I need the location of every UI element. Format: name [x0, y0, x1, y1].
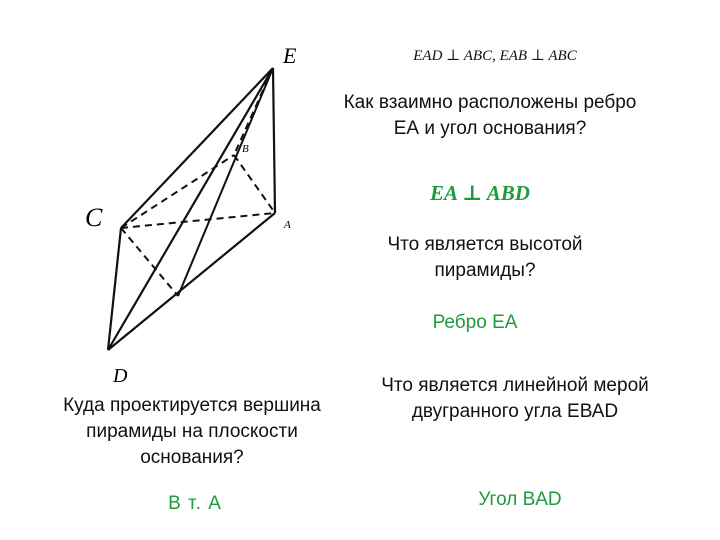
label-B: B — [242, 143, 249, 155]
edge-CA — [121, 213, 275, 228]
question-dihedral-angle: Что является линейной мерой двугранного угла ЕВАD — [381, 375, 649, 422]
answer-dihedral-angle: Угол BAD — [478, 489, 562, 510]
label-A: A — [284, 219, 291, 231]
edge-EA — [273, 68, 275, 213]
edge-CB — [121, 155, 234, 228]
question-edge-angle: Как взаимно расположены ребро ЕА и угол основания? — [343, 92, 637, 139]
label-C: C — [85, 203, 103, 232]
question-height: Что является высотой пирамиды? — [387, 234, 583, 281]
condition-formula: EAD ⊥ ABC, EAB ⊥ ABC — [413, 48, 577, 64]
answer-height: Ребро ЕА — [432, 312, 518, 333]
answer-projection: В т. А — [168, 493, 222, 514]
question-projection: Куда проектируется вершина пирамиды на плоскости основания? — [63, 395, 321, 468]
edge-ED — [108, 68, 273, 350]
label-E: E — [283, 43, 297, 68]
answer-edge-angle: EA ⊥ ABD — [430, 181, 530, 205]
edge-EC — [121, 68, 273, 228]
label-D: D — [113, 365, 128, 387]
edge-DA — [108, 213, 275, 350]
edge-BA — [234, 155, 275, 213]
hidden-diagonal — [121, 228, 178, 296]
